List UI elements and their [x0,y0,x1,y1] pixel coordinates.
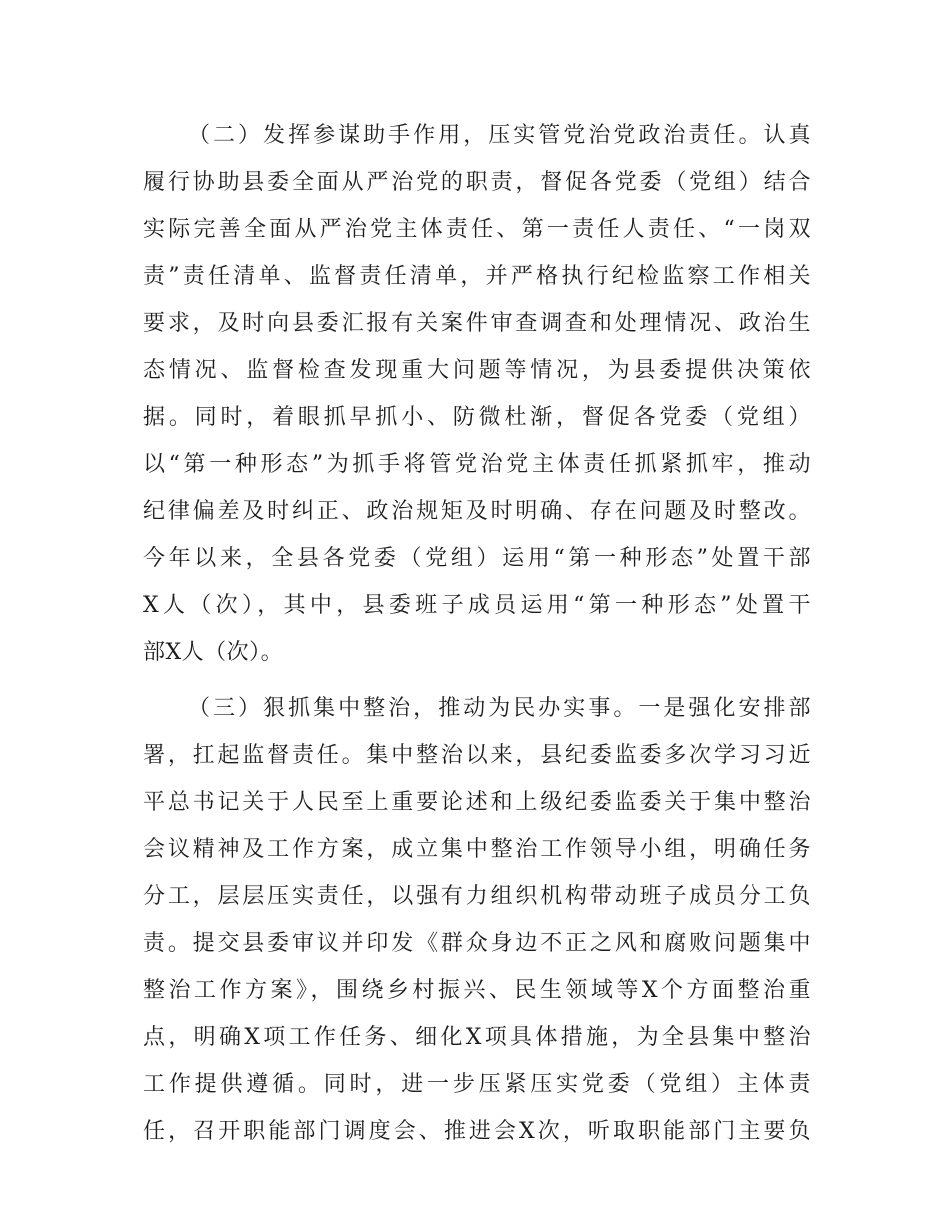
document-body [143,112,811,1155]
paragraph-line: 部X人（次）。 [143,640,284,665]
paragraph-line: 任，召开职能部门调度会、推进会X次，听取职能部门主要负 [143,1119,811,1144]
paragraph-gap [143,676,811,685]
paragraph-line: 整治工作方案》，围绕乡村振兴、民生领域等X个方面整治重 [143,978,811,1003]
paragraph-line: （三）狠抓集中整治，推动为民办实事。一是强化安排部 [188,696,811,721]
paragraph-line: 分工，层层压实责任，以强有力组织机构带动班子成员分工负 [143,884,811,909]
paragraph-2 [143,112,811,676]
paragraph-line: 态情况、监督检查发现重大问题等情况，为县委提供决策依 [143,358,811,383]
paragraph-line: （二）发挥参谋助手作用，压实管党治党政治责任。认真 [188,123,811,148]
paragraph-line: 会议精神及工作方案，成立集中整治工作领导小组，明确任务 [143,837,811,862]
paragraph-line: 工作提供遵循。同时，进一步压紧压实党委（党组）主体责 [143,1072,811,1097]
paragraph-line: 责。提交县委审议并印发《群众身边不正之风和腐败问题集中 [143,931,811,956]
paragraph-line: 责”责任清单、监督责任清单，并严格执行纪检监察工作相关 [143,264,811,289]
paragraph-line: 纪律偏差及时纠正、政治规矩及时明确、存在问题及时整改。 [143,499,811,524]
paragraph-line: 以“第一种形态”为抓手将管党治党主体责任抓紧抓牢，推动 [143,452,811,477]
paragraph-line: 今年以来，全县各党委（党组）运用“第一种形态”处置干部 [143,546,811,571]
paragraph-line: 点，明确X项工作任务、细化X项具体措施，为全县集中整治 [143,1025,811,1050]
paragraph-line: 平总书记关于人民至上重要论述和上级纪委监委关于集中整治 [143,790,811,815]
paragraph-line: 实际完善全面从严治党主体责任、第一责任人责任、“一岗双 [143,217,811,242]
paragraph-line: 署，扛起监督责任。集中整治以来，县纪委监委多次学习习近 [143,743,811,768]
paragraph-line: 据。同时，着眼抓早抓小、防微杜渐，督促各党委（党组） [143,405,811,430]
paragraph-line: 履行协助县委全面从严治党的职责，督促各党委（党组）结合 [143,170,811,195]
paragraph-3 [143,685,811,1155]
paragraph-line: X人（次），其中，县委班子成员运用“第一种形态”处置干 [143,593,811,618]
paragraph-line: 要求，及时向县委汇报有关案件审查调查和处理情况、政治生 [143,311,811,336]
